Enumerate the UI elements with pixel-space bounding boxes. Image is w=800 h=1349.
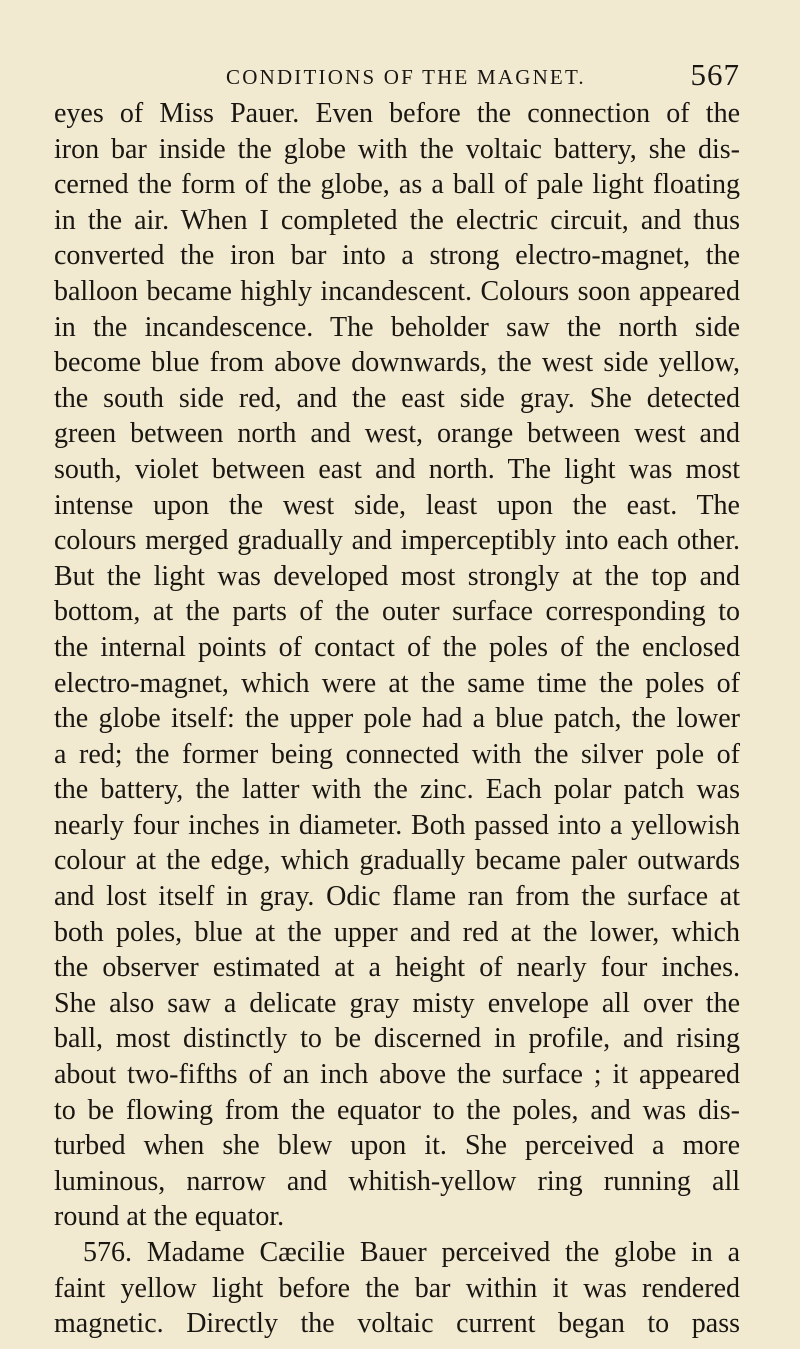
- text-line: cerned the form of the globe, as a ball of pale light floating: [54, 169, 740, 201]
- text-line: about two-fifths of an inch above the surface ; it appeared: [54, 1059, 740, 1091]
- text-line: turbed when she blew upon it. She perceived a more: [54, 1130, 740, 1162]
- running-head: CONDITIONS OF THE MAGNET.: [226, 65, 586, 89]
- text-line: ball, most distinctly to be discerned in profile, and rising: [54, 1023, 740, 1055]
- text-line: south, violet between east and north. The light was most: [54, 453, 740, 485]
- text-line: colour at the edge, which gradually became paler outwards: [54, 845, 740, 877]
- text-line: the south side red, and the east side gray. She detected: [54, 382, 740, 414]
- text-line: the battery, the latter with the zinc. Each polar patch was: [54, 774, 740, 806]
- text-line: green between north and west, orange between west and: [54, 418, 740, 450]
- text-line: both poles, blue at the upper and red at the lower, which: [54, 916, 740, 948]
- text-line: and lost itself in gray. Odic flame ran from the surface at: [54, 881, 740, 913]
- text-line: converted the iron bar into a strong electro-magnet, the: [54, 240, 740, 272]
- text-line: to be flowing from the equator to the poles, and was dis-: [54, 1094, 740, 1126]
- text-line: But the light was developed most strongly at the top and: [54, 560, 740, 592]
- page-number: 567: [690, 57, 740, 92]
- text-line: the internal points of contact of the poles of the enclosed: [54, 631, 740, 663]
- text-line: magnetic. Directly the voltaic current began to pass: [54, 1308, 740, 1340]
- text-line: luminous, narrow and whitish-yellow ring running all: [54, 1165, 740, 1197]
- text-line: She also saw a delicate gray misty envelope all over the: [54, 987, 740, 1019]
- text-line: balloon became highly incandescent. Colours soon appeared: [54, 275, 740, 307]
- text-line: the observer estimated at a height of nearly four inches.: [54, 952, 740, 984]
- text-line: 576. Madame Cæcilie Bauer perceived the globe in a: [83, 1237, 740, 1268]
- text-line: become blue from above downwards, the west side yellow,: [54, 347, 740, 379]
- text-line: a red; the former being connected with the silver pole of: [54, 738, 740, 770]
- body-text: [54, 96, 740, 1342]
- text-line: faint yellow light before the bar within it was rendered: [54, 1272, 740, 1304]
- text-line: nearly four inches in diameter. Both passed into a yellowish: [54, 809, 740, 841]
- text-line: iron bar inside the globe with the voltaic battery, she dis-: [54, 133, 740, 165]
- text-line: the globe itself: the upper pole had a blue patch, the lower: [54, 703, 740, 735]
- text-line: electro-magnet, which were at the same time the poles of: [54, 667, 740, 699]
- text-line: colours merged gradually and imperceptibly into each other.: [54, 525, 740, 557]
- text-line: bottom, at the parts of the outer surface corresponding to: [54, 596, 740, 628]
- text-line: in the incandescence. The beholder saw the north side: [54, 311, 740, 343]
- text-line: round at the equator.: [54, 1201, 285, 1233]
- text-line: eyes of Miss Pauer. Even before the connection of the: [54, 98, 740, 129]
- text-line: intense upon the west side, least upon the east. The: [54, 489, 740, 521]
- text-line: in the air. When I completed the electric circuit, and thus: [54, 204, 740, 236]
- page-header: [54, 53, 740, 93]
